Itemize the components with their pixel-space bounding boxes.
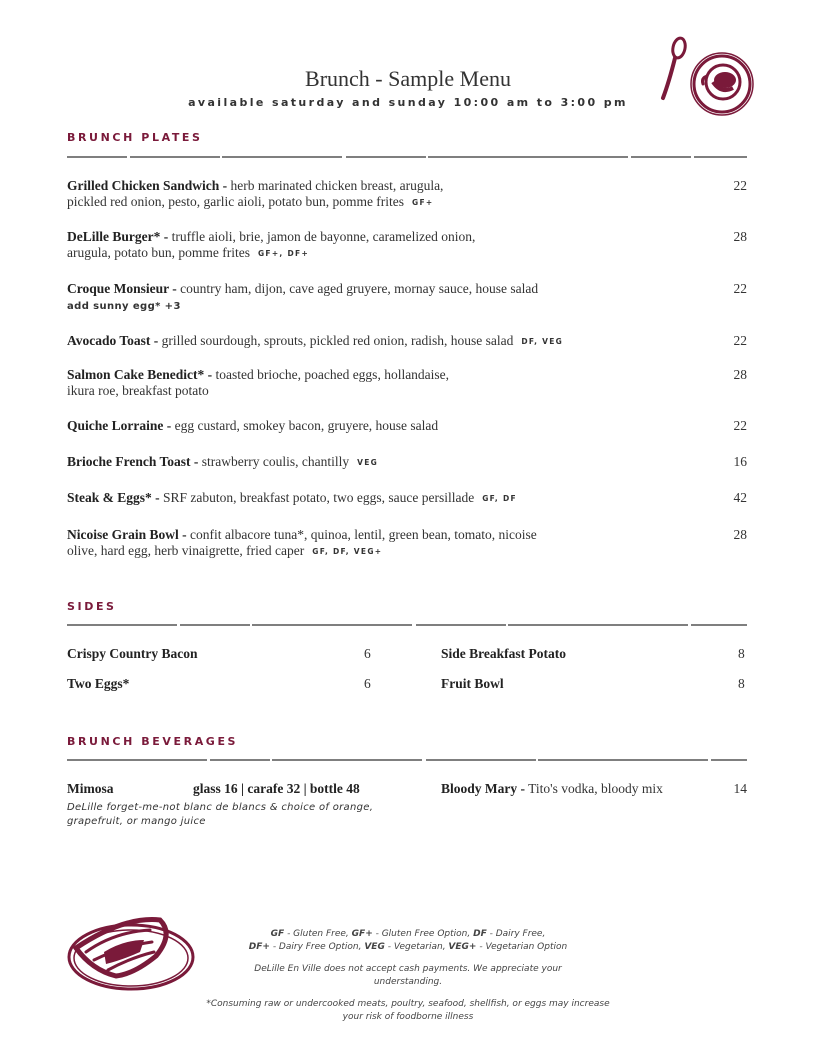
menu-item: Croque Monsieur - country ham, dijon, cave aged gruyere, mornay sauce, house salad add sunny egg* +3 22 [67,281,747,312]
side-item-price: 6 [364,646,371,661]
divider [67,759,747,761]
item-price: 22 [733,418,747,433]
menu-item: Steak & Eggs* - SRF zabuton, breakfast potato, two eggs, sauce persillade GF, DF 42 [67,490,747,505]
page-subtitle: available saturday and sunday 10:00 am to 3:00 pm [188,96,628,109]
section-brunch-plates: BRUNCH PLATES [67,131,203,144]
side-item-price: 8 [738,676,745,691]
cash-policy-note: DeLille En Ville does not accept cash payments. We appreciate your understanding. [254,964,562,987]
item-price: 22 [733,281,747,296]
divider [67,624,747,626]
side-item-name: Crispy Country Bacon [67,646,198,661]
side-item-name: Side Breakfast Potato [441,646,566,661]
beverage-name: Mimosa [67,781,114,796]
item-price: 28 [733,527,747,542]
menu-item: Quiche Lorraine - egg custard, smokey bacon, gruyere, house salad 22 [67,418,747,433]
menu-item: Salmon Cake Benedict* - toasted brioche, poached eggs, hollandaise, ikura roe, breakfast potato 28 [67,367,747,398]
side-item-price: 6 [364,676,371,691]
divider [67,156,747,158]
menu-item: DeLille Burger* - truffle aioli, brie, jamon de bayonne, caramelized onion, arugula, potato bun, pomme frites GF+, DF+ 28 [67,229,747,260]
menu-item: Nicoise Grain Bowl - confit albacore tuna*, quinoa, lentil, green bean, tomato, nicoise olive, hard egg, herb vinaigrette, fried caper GF, DF, VEG+ 28 [67,527,747,558]
sandwich-plate-icon [64,912,198,998]
item-price: 16 [733,454,747,469]
beverage-prices: glass 16 | carafe 32 | bottle 48 [193,781,360,796]
coffee-cup-and-spoon-icon [655,34,755,129]
menu-item: Grilled Chicken Sandwich - herb marinated chicken breast, arugula, pickled red onion, pesto, garlic aioli, potato bun, pomme frites GF+ 22 [67,178,747,209]
page-title: Brunch - Sample Menu [305,66,511,91]
menu-item: Brioche French Toast - strawberry coulis, chantilly VEG 16 [67,454,747,469]
item-price: 14 [733,781,747,796]
section-sides: SIDES [67,600,117,613]
side-item-price: 8 [738,646,745,661]
menu-item: Avocado Toast - grilled sourdough, sprouts, pickled red onion, radish, house salad DF, VEG 22 [67,333,747,348]
legend-note: GF - Gluten Free, GF+ - Gluten Free Option, DF - Dairy Free, DF+ - Dairy Free Option, VEG - Vegetarian, VEG+ - Vegetarian Option [248,929,568,952]
side-item-name: Fruit Bowl [441,676,504,691]
item-price: 28 [733,229,747,244]
item-price: 22 [733,333,747,348]
item-price: 42 [733,490,747,505]
side-item-name: Two Eggs* [67,676,130,691]
beverage-item: Bloody Mary - Tito's vodka, bloody mix 14 [441,781,747,796]
item-price: 22 [733,178,747,193]
section-beverages: BRUNCH BEVERAGES [67,735,239,748]
item-price: 28 [733,367,747,382]
beverage-note: DeLille forget-me-not blanc de blancs & choice of orange, grapefruit, or mango juice [67,802,374,827]
food-safety-warning: *Consuming raw or undercooked meats, poultry, seafood, shellfish, or eggs may increase your risk of foodborne illness [206,999,610,1022]
